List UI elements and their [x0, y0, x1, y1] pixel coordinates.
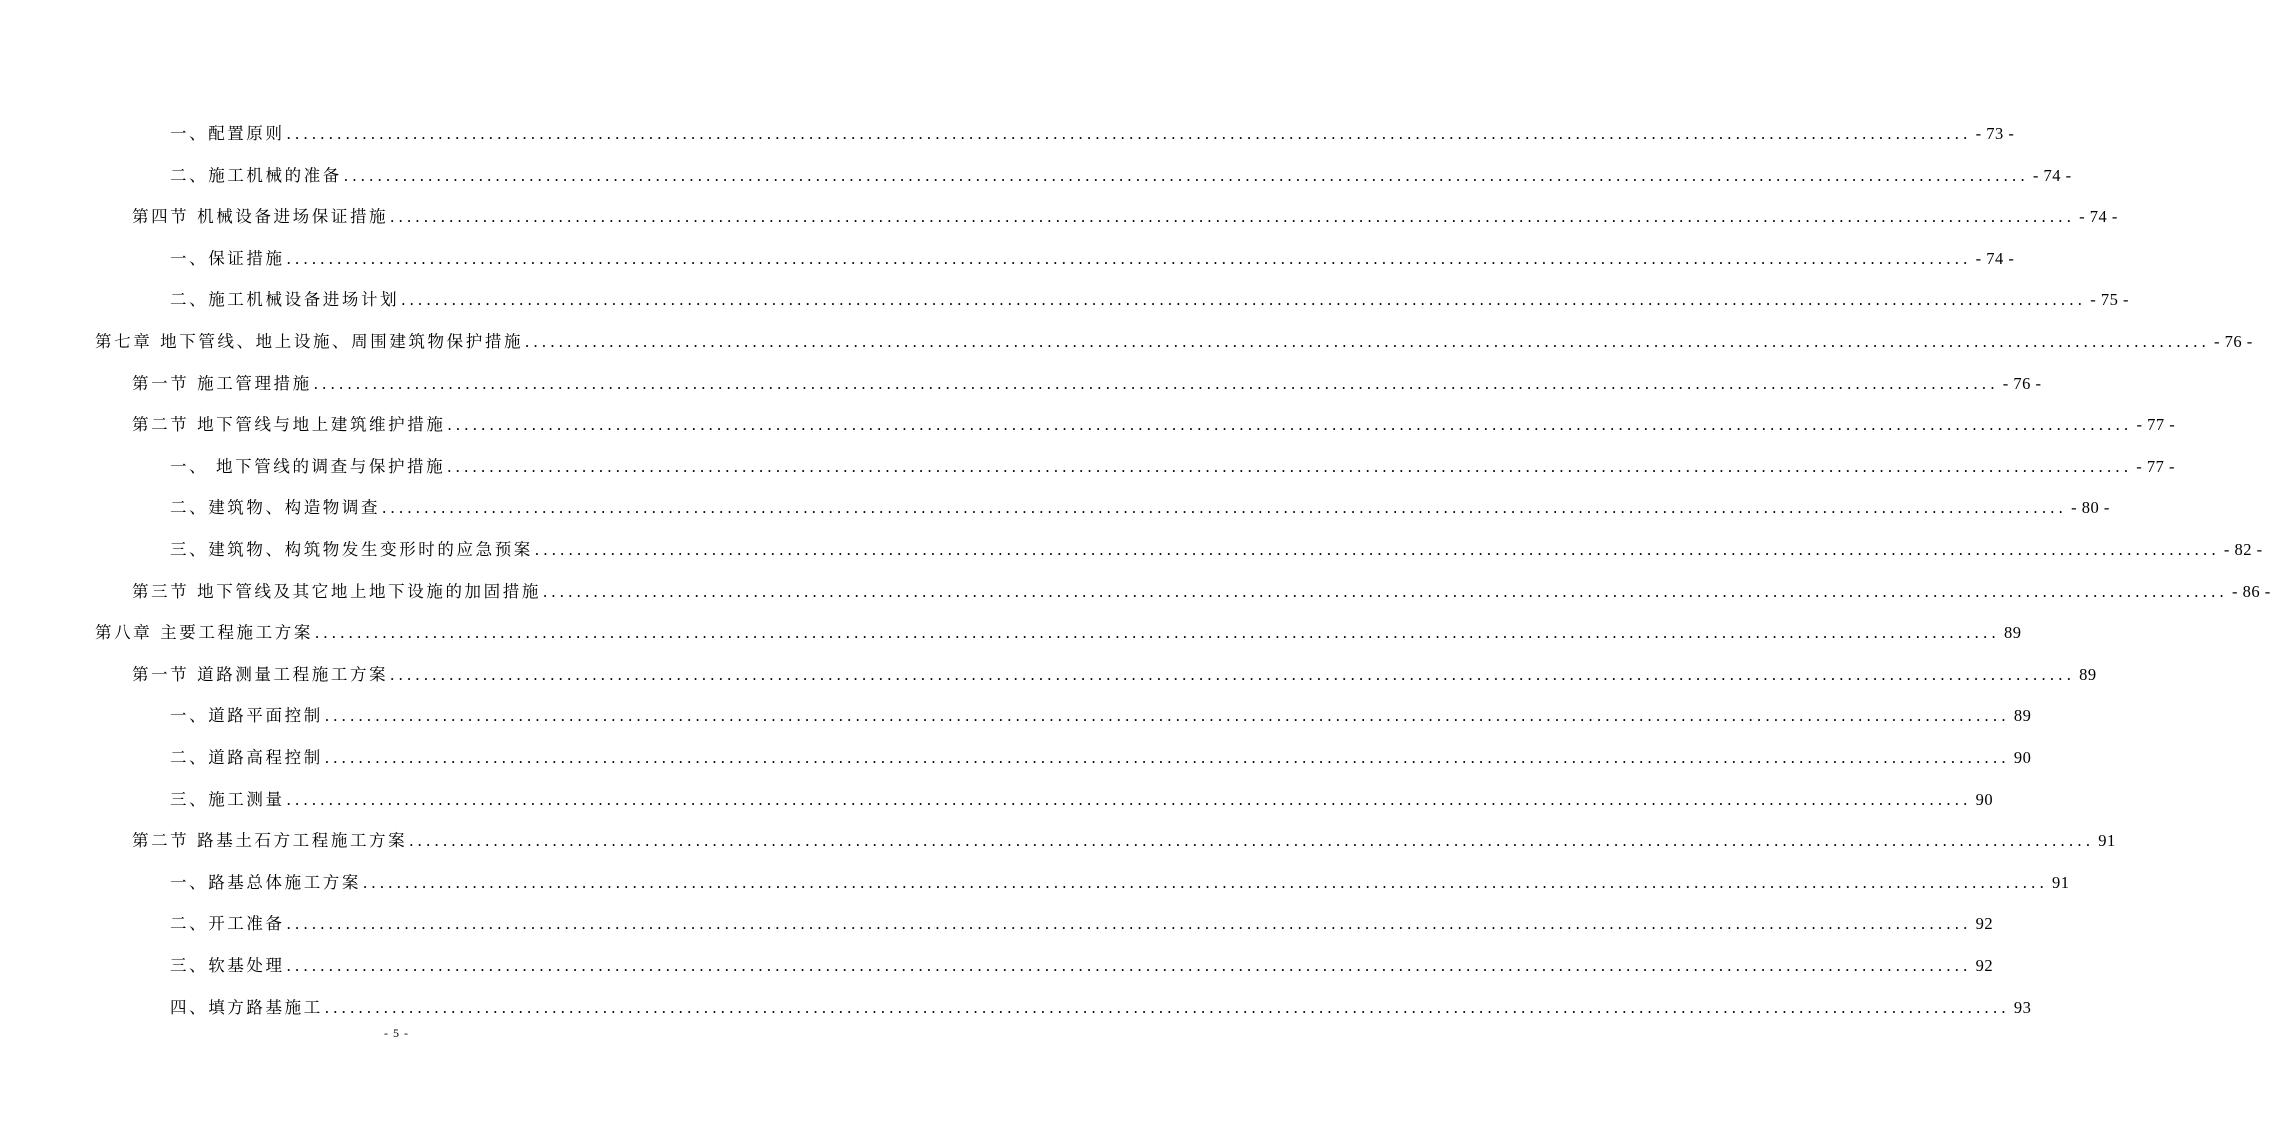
toc-entry-title: 三、软基处理: [170, 956, 285, 975]
toc-entry-page-number: 89: [2013, 706, 2032, 725]
toc-entry[interactable]: [132, 204, 2118, 230]
toc-dot-leader: ........................................................................................................................................................................................................: [286, 249, 1972, 268]
toc-dot-leader: ........................................................................................................................................................................................................: [343, 166, 2029, 185]
toc-entry[interactable]: [170, 246, 2015, 272]
toc-entry-title: 一、保证措施: [170, 249, 285, 268]
toc-entry[interactable]: [132, 579, 2271, 605]
toc-entry[interactable]: [95, 329, 2253, 355]
toc-entry-title: 第一节 施工管理措施: [132, 374, 312, 393]
toc-dot-leader: ........................................................................................................................................................................................................: [382, 498, 2068, 517]
toc-entry-page-number: - 75 -: [2090, 290, 2129, 309]
toc-dot-leader: ........................................................................................................................................................................................................: [447, 415, 2133, 434]
toc-entry[interactable]: [170, 121, 2015, 147]
toc-entry-page-number: - 77 -: [2136, 457, 2175, 476]
toc-entry-title: 一、路基总体施工方案: [170, 873, 361, 892]
toc-entry[interactable]: [170, 787, 1994, 813]
toc-dot-leader: ........................................................................................................................................................................................................: [409, 831, 2095, 850]
toc-entry-title: 一、道路平面控制: [170, 706, 323, 725]
toc-entry[interactable]: [170, 495, 2110, 521]
toc-entry-page-number: - 74 -: [2032, 166, 2072, 185]
toc-entry-page-number: - 82 -: [2223, 540, 2263, 559]
toc-dot-leader: ........................................................................................................................................................................................................: [314, 623, 2000, 642]
toc-entry[interactable]: [170, 703, 2032, 729]
toc-entry-title: 三、建筑物、构筑物发生变形时的应急预案: [170, 540, 533, 559]
toc-entry[interactable]: [170, 953, 1994, 979]
page-footer-number: - 5 -: [384, 1026, 409, 1040]
toc-dot-leader: ........................................................................................................................................................................................................: [324, 998, 2010, 1017]
toc-entry-page-number: - 74 -: [1975, 249, 2015, 268]
toc-dot-leader: ........................................................................................................................................................................................................: [324, 748, 2010, 767]
toc-entry[interactable]: [170, 870, 2070, 896]
toc-dot-leader: ........................................................................................................................................................................................................: [313, 374, 1999, 393]
toc-entry[interactable]: [132, 412, 2176, 438]
toc-dot-leader: ........................................................................................................................................................................................................: [324, 706, 2010, 725]
toc-entry-page-number: 89: [2003, 623, 2022, 642]
toc-dot-leader: ........................................................................................................................................................................................................: [390, 207, 2076, 226]
toc-entry[interactable]: [132, 662, 2097, 688]
toc-entry-title: 一、配置原则: [170, 124, 285, 143]
toc-entry[interactable]: [170, 163, 2072, 189]
toc-entry-title: 第一节 道路测量工程施工方案: [132, 665, 389, 684]
toc-entry-title: 第七章 地下管线、地上设施、周围建筑物保护措施: [95, 332, 524, 351]
toc-entry-title: 一、 地下管线的调查与保护措施: [170, 457, 446, 476]
toc-entry[interactable]: [95, 620, 2022, 646]
toc-entry-title: 二、施工机械的准备: [170, 166, 342, 185]
toc-entry-page-number: - 76 -: [2214, 332, 2253, 351]
toc-dot-leader: ........................................................................................................................................................................................................: [534, 540, 2220, 559]
toc-dot-leader: ........................................................................................................................................................................................................: [542, 582, 2228, 601]
toc-entry[interactable]: [132, 371, 2042, 397]
toc-entry-page-number: - 80 -: [2071, 498, 2110, 517]
toc-entry-title: 三、施工测量: [170, 790, 285, 809]
toc-entry-title: 二、道路高程控制: [170, 748, 323, 767]
toc-entry-title: 二、开工准备: [170, 914, 285, 933]
toc-entry-title: 第三节 地下管线及其它地上地下设施的加固措施: [132, 582, 541, 601]
toc-dot-leader: ........................................................................................................................................................................................................: [447, 457, 2133, 476]
toc-entry-page-number: 90: [2013, 748, 2032, 767]
toc-entry-page-number: 91: [2052, 873, 2070, 892]
toc-entry-title: 第八章 主要工程施工方案: [95, 623, 313, 642]
toc-entry[interactable]: [170, 745, 2032, 771]
toc-dot-leader: ........................................................................................................................................................................................................: [286, 790, 1972, 809]
toc-dot-leader: ........................................................................................................................................................................................................: [286, 124, 1972, 143]
toc-entry-title: 二、施工机械设备进场计划: [170, 290, 400, 309]
toc-dot-leader: ........................................................................................................................................................................................................: [286, 956, 1972, 975]
toc-entry[interactable]: [170, 995, 2032, 1021]
toc-entry-title: 四、填方路基施工: [170, 998, 323, 1017]
toc-entry[interactable]: [170, 537, 2263, 563]
toc-dot-leader: ........................................................................................................................................................................................................: [390, 665, 2076, 684]
toc-entry-page-number: 92: [1975, 956, 1994, 975]
toc-entry[interactable]: [170, 454, 2175, 480]
toc-entry-title: 第二节 路基土石方工程施工方案: [132, 831, 408, 850]
toc-entry-page-number: 89: [2079, 665, 2097, 684]
toc-entry-page-number: - 74 -: [2079, 207, 2118, 226]
toc-dot-leader: ........................................................................................................................................................................................................: [286, 914, 1972, 933]
toc-entry-title: 第四节 机械设备进场保证措施: [132, 207, 389, 226]
toc-entry-page-number: - 73 -: [1975, 124, 2015, 143]
toc-entry-page-number: - 76 -: [2002, 374, 2042, 393]
toc-entry[interactable]: [170, 911, 1994, 937]
toc-entry-page-number: - 77 -: [2136, 415, 2176, 434]
toc-entry[interactable]: [132, 828, 2116, 854]
toc-entry-page-number: 91: [2098, 831, 2116, 850]
toc-dot-leader: ........................................................................................................................................................................................................: [363, 873, 2048, 892]
toc-entry-title: 第二节 地下管线与地上建筑维护措施: [132, 415, 446, 434]
toc-entry-page-number: 93: [2013, 998, 2032, 1017]
toc-entry-page-number: - 86 -: [2231, 582, 2271, 601]
toc-dot-leader: ........................................................................................................................................................................................................: [401, 290, 2087, 309]
toc-dot-leader: ........................................................................................................................................................................................................: [525, 332, 2211, 351]
toc-entry-page-number: 90: [1975, 790, 1994, 809]
toc-entry-title: 二、建筑物、构造物调查: [170, 498, 381, 517]
toc-entry[interactable]: [170, 287, 2129, 313]
toc-entry-page-number: 92: [1975, 914, 1994, 933]
